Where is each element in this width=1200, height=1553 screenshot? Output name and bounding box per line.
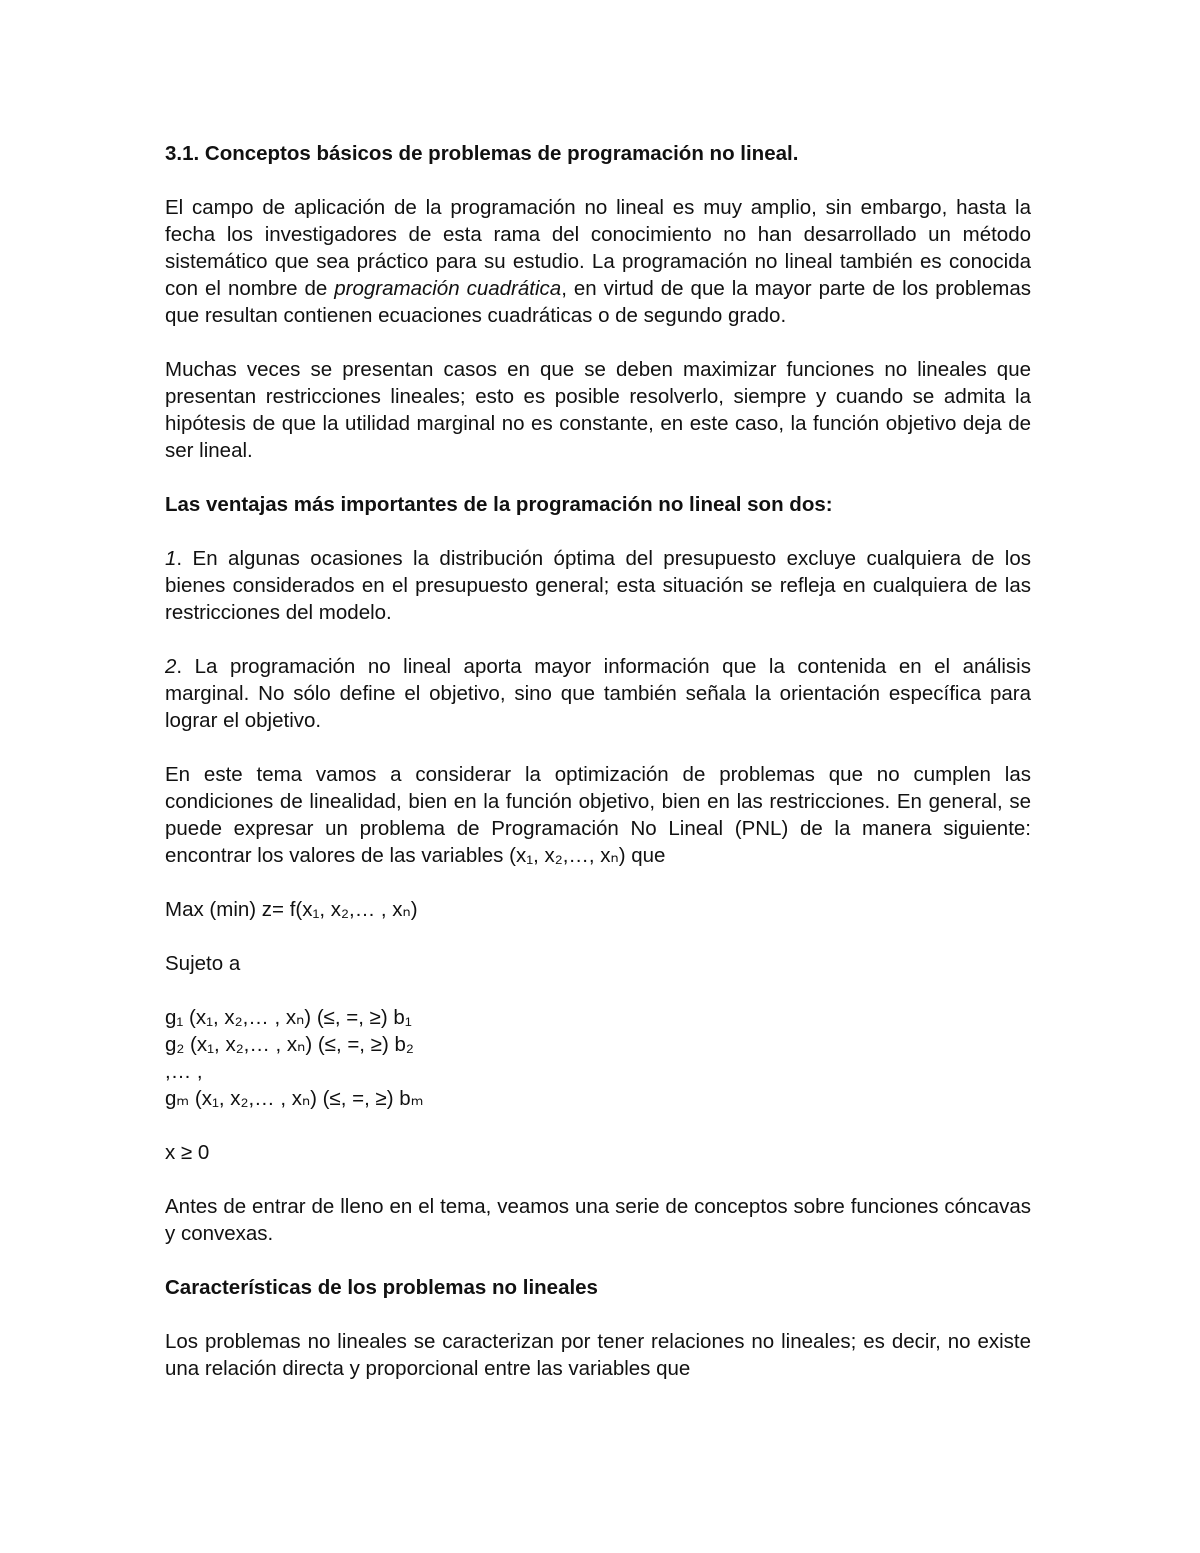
intro-text-part2: , en virtud de que la mayor parte de los problemas que resultan contienen ecuaciones cuadráticas o de segundo grado.: [165, 277, 1032, 327]
advantage-number-2: 2: [165, 655, 177, 678]
subject-to-label: Sujeto a: [165, 952, 241, 975]
constraint-line: g₂ (x₁, x₂,… , xₙ) (≤, =, ≥) b₂: [165, 1033, 414, 1056]
constraint-ellipsis: ,… ,: [165, 1060, 203, 1083]
constraint-line: g₁ (x₁, x₂,… , xₙ) (≤, =, ≥) b₁: [165, 1006, 412, 1029]
intro-paragraph: [165, 194, 1031, 329]
maximize-paragraph: Muchas veces se presentan casos en que se deben maximizar funciones no lineales que presentan restricciones lineales; esto es posible resolverlo, siempre y cuando se admita la hipótesis de que la utilidad marginal no es constante, en este caso, la función objetivo deja de ser lineal.: [165, 358, 1031, 462]
nonnegativity-condition: x ≥ 0: [165, 1141, 210, 1164]
constraint-line: gₘ (x₁, x₂,… , xₙ) (≤, =, ≥) bₘ: [165, 1087, 424, 1110]
advantages-heading: Las ventajas más importantes de la programación no lineal son dos:: [165, 493, 833, 516]
constraints-block: [165, 1004, 1031, 1112]
advantage-number-1: 1: [165, 547, 177, 570]
document-page: [165, 140, 1031, 1382]
intro-italic-term: programación cuadrática: [334, 277, 562, 300]
section-title: 3.1. Conceptos básicos de problemas de programación no lineal.: [165, 142, 799, 165]
objective-function: Max (min) z= f(x₁, x₂,… , xₙ): [165, 898, 418, 921]
concave-convex-paragraph: Antes de entrar de lleno en el tema, veamos una serie de conceptos sobre funciones cóncavas y convexas.: [165, 1195, 1031, 1245]
intro-text-part1: El campo de aplicación de la programación no lineal es muy amplio, sin embargo, hasta la fecha los investigadores de esta rama del conocimiento no han desarrollado un método sistemático que sea práctico para su estudio. La programación no lineal también es conocida con el nombre de: [165, 196, 1031, 300]
pnl-definition-paragraph: En este tema vamos a considerar la optimización de problemas que no cumplen las condiciones de linealidad, bien en la función objetivo, bien en las restricciones. En general, se puede expresar un problema de Programación No Lineal (PNL) de la manera siguiente: encontrar los valores de las variables (x₁, x₂,…, xₙ) que: [165, 763, 1031, 867]
advantage-item-2: [165, 653, 1031, 734]
advantage-item-1: [165, 545, 1031, 626]
advantage-text-2: . La programación no lineal aporta mayor información que la contenida en el análisis marginal. No sólo define el objetivo, sino que también señala la orientación específica para lograr el objetivo.: [165, 655, 1031, 732]
advantage-text-1: . En algunas ocasiones la distribución óptima del presupuesto excluye cualquiera de los bienes considerados en el presupuesto general; esta situación se refleja en cualquiera de las restricciones del modelo.: [165, 547, 1031, 624]
characteristics-paragraph: Los problemas no lineales se caracterizan por tener relaciones no lineales; es decir, no existe una relación directa y proporcional entre las variables que: [165, 1330, 1031, 1380]
characteristics-heading: Características de los problemas no lineales: [165, 1276, 598, 1299]
